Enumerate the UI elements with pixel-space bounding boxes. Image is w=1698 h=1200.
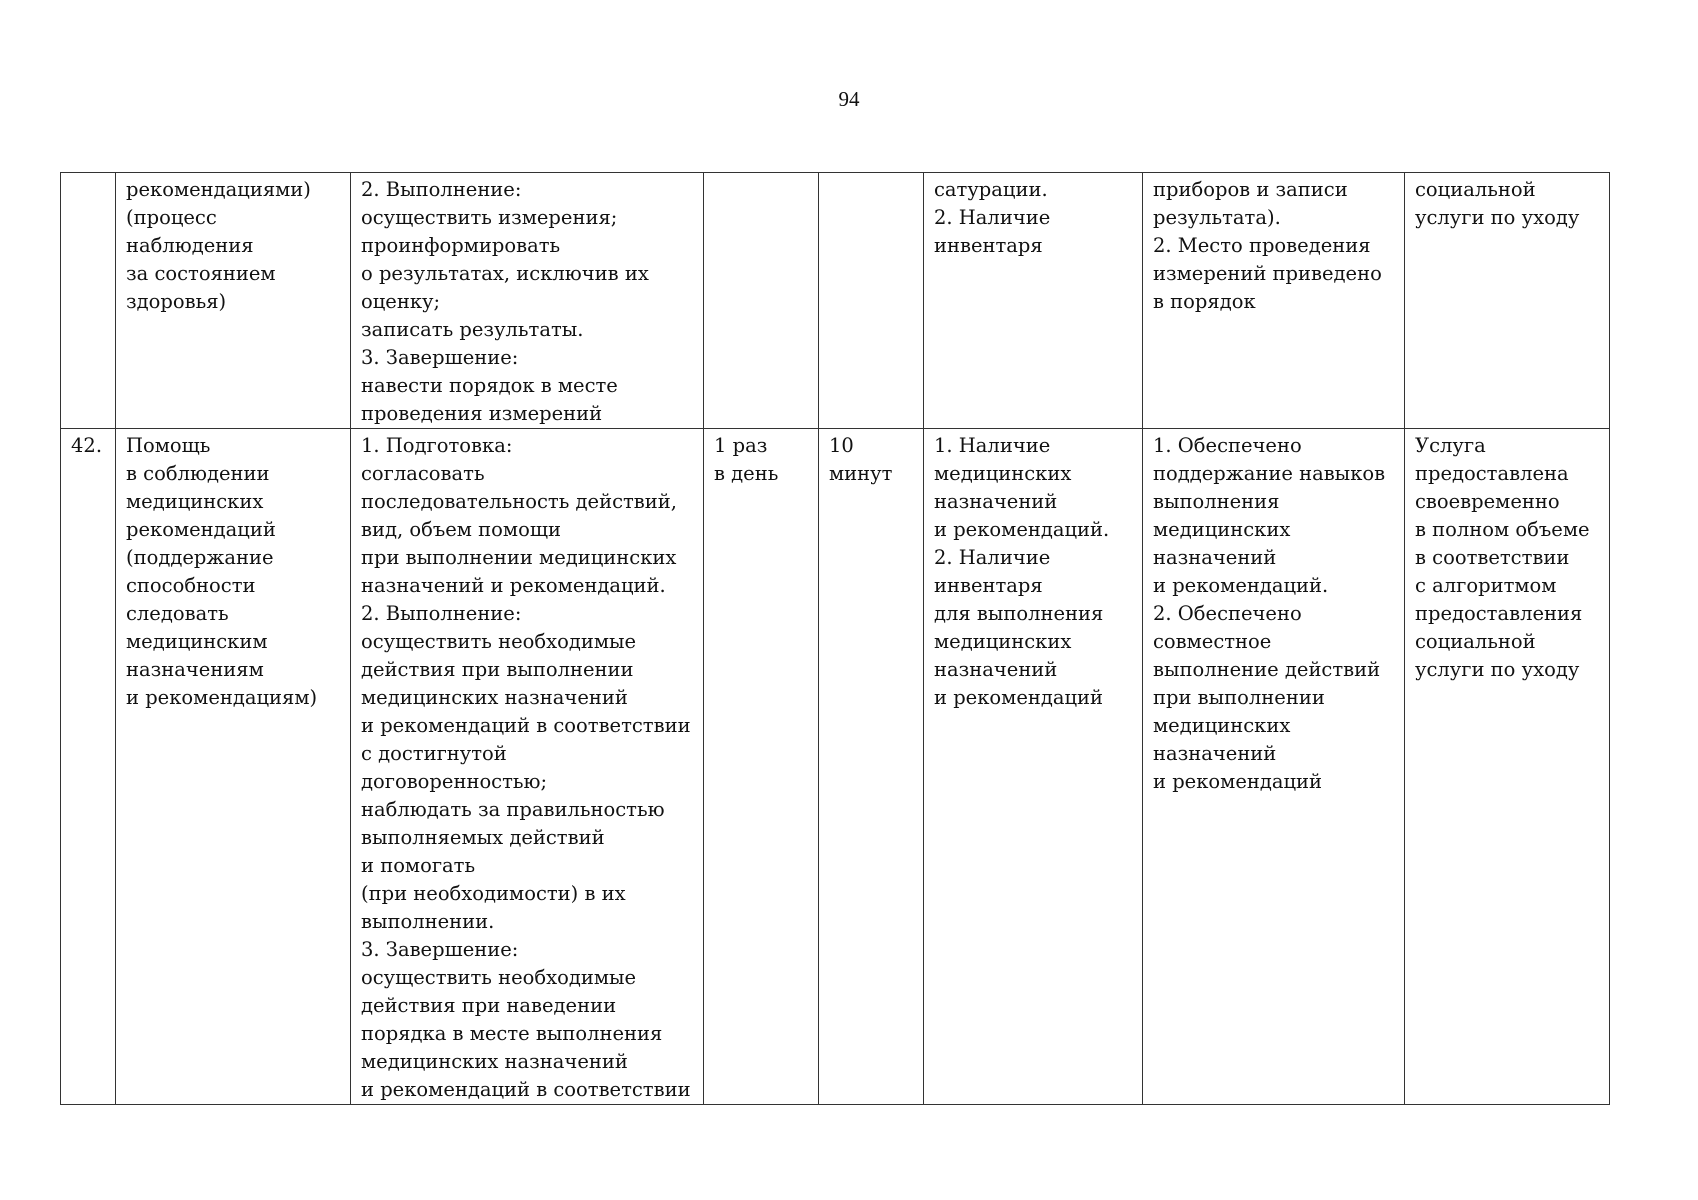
cell-periodicity xyxy=(704,173,819,429)
cell-results: приборов и записи результата). 2. Место проведения измерений приведено в порядок xyxy=(1143,173,1405,429)
cell-quality: социальной услуги по уходу xyxy=(1405,173,1610,429)
cell-quality: Услуга предоставлена своевременно в полном объеме в соответствии с алгоритмом предоставления социальной услуги по уходу xyxy=(1405,429,1610,1105)
cell-periodicity: 1 раз в день xyxy=(704,429,819,1105)
cell-results: 1. Обеспечено поддержание навыков выполнения медицинских назначений и рекомендаций. 2. Обеспечено совместное выполнение действий при выполнении медицинских назначений и рекомендаций xyxy=(1143,429,1405,1105)
cell-procedure-steps: 1. Подготовка: согласовать последовательность действий, вид, объем помощи при выполнении медицинских назначений и рекомендаций. 2. Выполнение: осуществить необходимые действия при выполнении медицинских назначений и рекомендаций в соответствии с достигнутой договоренностью; наблюдать за правильностью выполняемых действий и помогать (при необходимости) в их выполнении. 3. Завершение: осуществить необходимые действия при наведении порядка в месте выполнения медицинских назначений и рекомендаций в соответствии xyxy=(351,429,704,1105)
services-table xyxy=(60,172,1610,1105)
table-row xyxy=(61,429,1610,1105)
table-row xyxy=(61,173,1610,429)
cell-service-name: Помощь в соблюдении медицинских рекомендаций (поддержание способности следовать медицинским назначениям и рекомендациям) xyxy=(116,429,351,1105)
cell-procedure-steps: 2. Выполнение: осуществить измерения; проинформировать о результатах, исключив их оценку; записать результаты. 3. Завершение: навести порядок в месте проведения измерений xyxy=(351,173,704,429)
cell-service-name: рекомендациями) (процесс наблюдения за состоянием здоровья) xyxy=(116,173,351,429)
cell-duration xyxy=(819,173,924,429)
page-number: 94 xyxy=(838,87,860,111)
cell-conditions: сатурации. 2. Наличие инвентаря xyxy=(924,173,1143,429)
cell-conditions: 1. Наличие медицинских назначений и рекомендаций. 2. Наличие инвентаря для выполнения медицинских назначений и рекомендаций xyxy=(924,429,1143,1105)
cell-number xyxy=(61,173,116,429)
cell-duration: 10 минут xyxy=(819,429,924,1105)
cell-number: 42. xyxy=(61,429,116,1105)
